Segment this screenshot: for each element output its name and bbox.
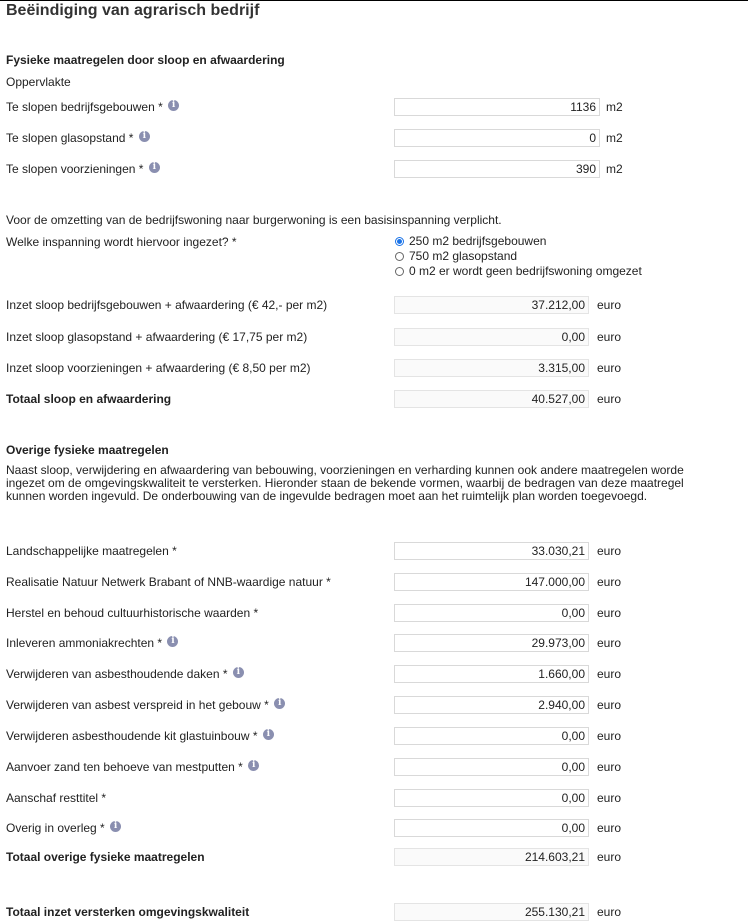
label: Verwijderen van asbesthoudende daken * [6, 667, 228, 681]
input-zand-mestputten[interactable]: 0,00 [394, 758, 589, 776]
input-ammoniakrechten[interactable]: 29.973,00 [394, 634, 589, 652]
row-totaal-sloop [6, 390, 746, 408]
row-asbest-daken [6, 665, 746, 683]
row-asbest-kit [6, 727, 746, 745]
output-inzet-voorzieningen: 3.315,00 [394, 359, 589, 377]
row-landschappelijke [6, 542, 746, 560]
output-inzet-glasopstand: 0,00 [394, 328, 589, 346]
info-icon[interactable]: i [110, 821, 121, 832]
unit: m2 [606, 131, 623, 145]
unit: euro [597, 575, 622, 589]
row-inzet-glasopstand [6, 328, 746, 346]
info-icon[interactable]: i [168, 100, 179, 111]
info-icon[interactable]: i [233, 667, 244, 678]
input-te-slopen-glasopstand[interactable]: 0 [394, 129, 600, 147]
unit: euro [597, 698, 622, 712]
label: Verwijderen asbesthoudende kit glastuinbouw * [6, 729, 258, 743]
radio-option-750[interactable]: 750 m2 glasopstand [395, 249, 642, 264]
label: Landschappelijke maatregelen * [6, 544, 177, 558]
conversion-question: Welke inspanning wordt hiervoor ingezet? * [6, 235, 237, 249]
unit: euro [597, 821, 622, 835]
unit: euro [597, 361, 622, 375]
label: Realisatie Natuur Netwerk Brabant of NNB-waardige natuur * [6, 575, 331, 589]
conversion-note: Voor de omzetting van de bedrijfswoning naar burgerwoning is een basisinspanning verplicht. [6, 213, 502, 227]
label: Aanschaf resttitel * [6, 791, 107, 805]
row-inzet-voorzieningen [6, 359, 746, 377]
info-icon[interactable]: i [274, 698, 285, 709]
unit: euro [597, 330, 622, 344]
radio-icon[interactable] [395, 267, 404, 276]
unit: euro [597, 392, 622, 406]
unit: euro [597, 606, 622, 620]
inspanning-radio-group [395, 234, 642, 279]
row-inzet-bedrijfsgebouwen [6, 296, 746, 314]
unit: euro [597, 905, 622, 919]
row-totaal-inzet [6, 903, 746, 921]
unit: m2 [606, 162, 623, 176]
row-zand-mestputten [6, 758, 746, 776]
row-overig [6, 819, 746, 837]
label: Inzet sloop glasopstand + afwaardering (€ 17,75 per m2) [6, 330, 308, 344]
input-te-slopen-bedrijfsgebouwen[interactable]: 1136 [394, 98, 600, 116]
unit: euro [597, 544, 622, 558]
unit: euro [597, 667, 622, 681]
row-resttitel [6, 789, 746, 807]
unit: euro [597, 791, 622, 805]
label: Te slopen bedrijfsgebouwen * [6, 100, 163, 114]
row-cultuurhistorisch [6, 604, 746, 622]
row-natuur-netwerk [6, 573, 746, 591]
label: Totaal overige fysieke maatregelen [6, 850, 205, 864]
label: Inzet sloop voorzieningen + afwaardering (€ 8,50 per m2) [6, 361, 311, 375]
page-title: Beëindiging van agrarisch bedrijf [6, 2, 260, 19]
label: Herstel en behoud cultuurhistorische waarden * [6, 606, 259, 620]
section-heading-overige: Overige fysieke maatregelen [6, 443, 169, 457]
label: Verwijderen van asbest verspreid in het gebouw * [6, 698, 269, 712]
input-landschappelijke-maatregelen[interactable]: 33.030,21 [394, 542, 589, 560]
row-voorzieningen [6, 160, 746, 178]
output-totaal-sloop: 40.527,00 [394, 390, 589, 408]
label: Aanvoer zand ten behoeve van mestputten * [6, 760, 243, 774]
info-icon[interactable]: i [149, 162, 160, 173]
unit: euro [597, 298, 622, 312]
row-glasopstand [6, 129, 746, 147]
info-icon[interactable]: i [167, 636, 178, 647]
subheading-oppervlakte: Oppervlakte [6, 75, 71, 89]
section-heading-sloop: Fysieke maatregelen door sloop en afwaardering [6, 53, 285, 67]
info-icon[interactable]: i [139, 131, 150, 142]
unit: euro [597, 636, 622, 650]
row-asbest-gebouw [6, 696, 746, 714]
label: Inleveren ammoniakrechten * [6, 636, 163, 650]
input-cultuurhistorische-waarden[interactable]: 0,00 [394, 604, 589, 622]
info-icon[interactable]: i [248, 760, 259, 771]
row-bedrijfsgebouwen [6, 98, 746, 116]
label: Te slopen voorzieningen * [6, 162, 144, 176]
output-totaal-overige: 214.603,21 [394, 848, 589, 866]
label: Overig in overleg * [6, 821, 105, 835]
input-natuur-netwerk[interactable]: 147.000,00 [394, 573, 589, 591]
input-resttitel[interactable]: 0,00 [394, 789, 589, 807]
section2-paragraph: Naast sloop, verwijdering en afwaardering van bebouwing, voorzieningen en verharding kunnen ook andere maatregelen worde ingezet om de omgevingskwaliteit te versterken. Hieronder staan de bekende vormen, waarbij de bedragen van deze maatregel kunnen worden ingevuld. De onderbouwing van de ingevulde bedragen moet aan het ruimtelijk plan worden toegevoegd. [6, 463, 684, 503]
label: Inzet sloop bedrijfsgebouwen + afwaardering (€ 42,- per m2) [6, 298, 328, 312]
output-totaal-inzet: 255.130,21 [394, 903, 589, 921]
row-totaal-overige [6, 848, 746, 866]
input-overig-in-overleg[interactable]: 0,00 [394, 819, 589, 837]
unit: m2 [606, 100, 623, 114]
input-asbest-daken[interactable]: 1.660,00 [394, 665, 589, 683]
unit: euro [597, 850, 622, 864]
row-ammoniakrechten [6, 634, 746, 652]
label: Totaal sloop en afwaardering [6, 392, 172, 406]
radio-icon[interactable] [395, 252, 404, 261]
radio-option-250[interactable]: 250 m2 bedrijfsgebouwen [395, 234, 642, 249]
label: Totaal inzet versterken omgevingskwaliteit [6, 905, 250, 919]
input-asbest-gebouw[interactable]: 2.940,00 [394, 696, 589, 714]
output-inzet-bedrijfsgebouwen: 37.212,00 [394, 296, 589, 314]
label: Te slopen glasopstand * [6, 131, 134, 145]
input-asbest-kit[interactable]: 0,00 [394, 727, 589, 745]
radio-selected-icon[interactable] [395, 237, 404, 246]
input-te-slopen-voorzieningen[interactable]: 390 [394, 160, 600, 178]
radio-option-0[interactable]: 0 m2 er wordt geen bedrijfswoning omgezet [395, 264, 642, 279]
unit: euro [597, 729, 622, 743]
info-icon[interactable]: i [263, 729, 274, 740]
unit: euro [597, 760, 622, 774]
